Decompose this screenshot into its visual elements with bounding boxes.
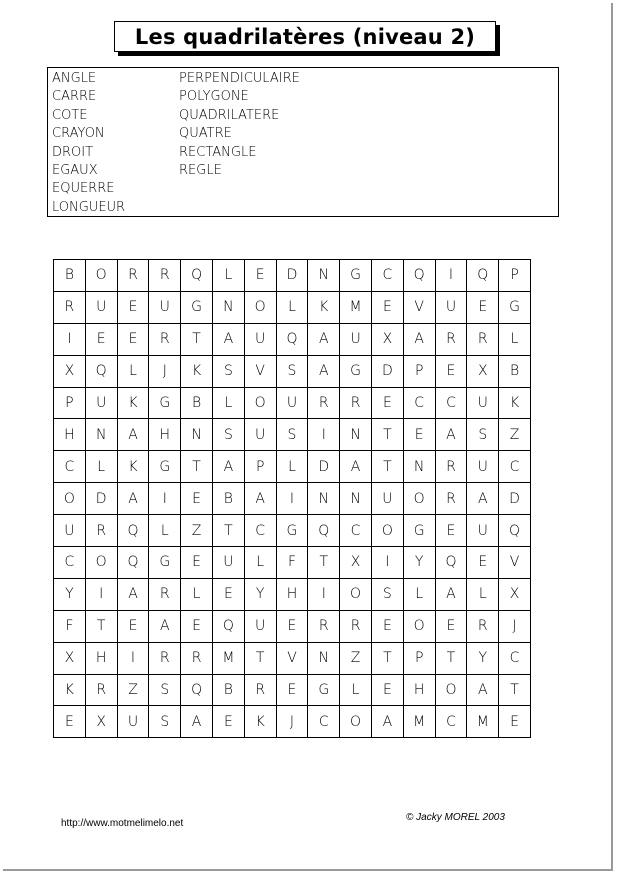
grid-cell[interactable]: Y bbox=[403, 547, 435, 579]
grid-cell[interactable]: H bbox=[85, 642, 117, 674]
grid-cell[interactable]: R bbox=[149, 323, 181, 355]
grid-cell[interactable]: L bbox=[149, 515, 181, 547]
grid-cell[interactable]: T bbox=[212, 515, 244, 547]
grid-cell[interactable]: C bbox=[54, 451, 86, 483]
grid-cell[interactable]: T bbox=[308, 547, 340, 579]
grid-cell[interactable]: A bbox=[212, 451, 244, 483]
word-list-item: POLYGONE bbox=[179, 89, 249, 105]
grid-cell[interactable]: P bbox=[244, 451, 276, 483]
grid-cell[interactable]: H bbox=[276, 578, 308, 610]
grid-cell[interactable]: K bbox=[244, 706, 276, 738]
grid-cell[interactable]: D bbox=[85, 483, 117, 515]
grid-cell[interactable]: G bbox=[149, 387, 181, 419]
grid-cell[interactable]: L bbox=[276, 451, 308, 483]
grid-cell[interactable]: B bbox=[499, 355, 531, 387]
grid-cell[interactable]: M bbox=[403, 706, 435, 738]
grid-cell[interactable]: N bbox=[340, 419, 372, 451]
grid-cell[interactable]: O bbox=[403, 610, 435, 642]
grid-cell[interactable]: E bbox=[117, 323, 149, 355]
grid-cell[interactable]: T bbox=[435, 642, 467, 674]
grid-cell[interactable]: A bbox=[467, 483, 499, 515]
grid-cell[interactable]: A bbox=[435, 578, 467, 610]
grid-cell[interactable]: A bbox=[149, 610, 181, 642]
grid-cell[interactable]: E bbox=[85, 323, 117, 355]
grid-cell[interactable]: N bbox=[181, 419, 213, 451]
grid-cell[interactable]: U bbox=[244, 419, 276, 451]
grid-cell[interactable]: C bbox=[403, 387, 435, 419]
grid-cell[interactable]: D bbox=[276, 260, 308, 292]
grid-cell[interactable]: T bbox=[244, 642, 276, 674]
grid-cell[interactable]: C bbox=[499, 451, 531, 483]
grid-cell[interactable]: L bbox=[212, 260, 244, 292]
grid-cell[interactable]: Q bbox=[181, 674, 213, 706]
grid-cell[interactable]: O bbox=[340, 706, 372, 738]
grid-cell[interactable]: Q bbox=[117, 547, 149, 579]
grid-cell[interactable]: U bbox=[85, 291, 117, 323]
grid-cell[interactable]: B bbox=[212, 674, 244, 706]
grid-row bbox=[54, 674, 531, 706]
grid-cell[interactable]: U bbox=[276, 387, 308, 419]
grid-cell[interactable]: I bbox=[308, 578, 340, 610]
grid-cell[interactable]: E bbox=[467, 547, 499, 579]
grid-cell[interactable]: C bbox=[308, 706, 340, 738]
grid-cell[interactable]: E bbox=[435, 610, 467, 642]
grid-cell[interactable]: G bbox=[308, 674, 340, 706]
grid-cell[interactable]: T bbox=[499, 674, 531, 706]
grid-cell[interactable]: O bbox=[371, 515, 403, 547]
grid-cell[interactable]: C bbox=[499, 642, 531, 674]
grid-cell[interactable]: C bbox=[54, 547, 86, 579]
grid-cell[interactable]: Q bbox=[308, 515, 340, 547]
grid-cell[interactable]: U bbox=[467, 387, 499, 419]
grid-cell[interactable]: Q bbox=[181, 260, 213, 292]
grid-cell[interactable]: S bbox=[149, 706, 181, 738]
grid-cell[interactable]: T bbox=[85, 610, 117, 642]
footer-copyright: © Jacky MOREL 2003 bbox=[406, 812, 505, 823]
grid-cell[interactable]: R bbox=[435, 451, 467, 483]
grid-cell[interactable]: S bbox=[467, 419, 499, 451]
grid-cell[interactable]: M bbox=[467, 706, 499, 738]
word-list-item: EGAUX bbox=[52, 163, 98, 179]
grid-cell[interactable]: T bbox=[371, 642, 403, 674]
grid-cell[interactable]: N bbox=[340, 483, 372, 515]
grid-cell[interactable]: S bbox=[276, 419, 308, 451]
grid-cell[interactable]: L bbox=[499, 323, 531, 355]
grid-cell[interactable]: O bbox=[244, 387, 276, 419]
grid-cell[interactable]: K bbox=[117, 451, 149, 483]
grid-cell[interactable]: R bbox=[467, 610, 499, 642]
grid-row bbox=[54, 419, 531, 451]
grid-cell[interactable]: Z bbox=[499, 419, 531, 451]
grid-cell[interactable]: R bbox=[435, 483, 467, 515]
grid-cell[interactable]: Q bbox=[212, 610, 244, 642]
grid-cell[interactable]: N bbox=[308, 642, 340, 674]
grid-cell[interactable]: Z bbox=[181, 515, 213, 547]
grid-cell[interactable]: P bbox=[403, 642, 435, 674]
grid-cell[interactable]: X bbox=[54, 355, 86, 387]
grid-cell[interactable]: U bbox=[244, 610, 276, 642]
word-list-item: REGLE bbox=[179, 163, 222, 179]
grid-cell[interactable]: I bbox=[371, 547, 403, 579]
grid-cell[interactable]: Q bbox=[467, 260, 499, 292]
grid-cell[interactable]: U bbox=[244, 323, 276, 355]
grid-cell[interactable]: D bbox=[308, 451, 340, 483]
grid-cell[interactable]: R bbox=[181, 642, 213, 674]
grid-cell[interactable]: U bbox=[435, 291, 467, 323]
grid-cell[interactable]: O bbox=[244, 291, 276, 323]
grid-cell[interactable]: K bbox=[54, 674, 86, 706]
grid-cell[interactable]: O bbox=[85, 547, 117, 579]
grid-cell[interactable]: H bbox=[54, 419, 86, 451]
grid-cell[interactable]: F bbox=[54, 610, 86, 642]
grid-cell[interactable]: V bbox=[499, 547, 531, 579]
grid-cell[interactable]: A bbox=[340, 451, 372, 483]
grid-cell[interactable]: X bbox=[54, 642, 86, 674]
grid-cell[interactable]: E bbox=[276, 674, 308, 706]
grid-cell[interactable]: U bbox=[340, 323, 372, 355]
grid-cell[interactable]: G bbox=[276, 515, 308, 547]
grid-cell[interactable]: Q bbox=[403, 260, 435, 292]
grid-cell[interactable]: L bbox=[85, 451, 117, 483]
grid-cell[interactable]: R bbox=[149, 578, 181, 610]
grid-cell[interactable]: L bbox=[340, 674, 372, 706]
grid-cell[interactable]: E bbox=[181, 547, 213, 579]
grid-cell[interactable]: E bbox=[117, 610, 149, 642]
grid-cell[interactable]: I bbox=[435, 260, 467, 292]
grid-cell[interactable]: L bbox=[403, 578, 435, 610]
grid-cell[interactable]: I bbox=[149, 483, 181, 515]
grid-cell[interactable]: E bbox=[276, 610, 308, 642]
grid-row bbox=[54, 291, 531, 323]
grid-cell[interactable]: E bbox=[435, 515, 467, 547]
grid-cell[interactable]: F bbox=[276, 547, 308, 579]
grid-cell[interactable]: A bbox=[244, 483, 276, 515]
grid-cell[interactable]: Q bbox=[117, 515, 149, 547]
word-list-item: QUADRILATERE bbox=[179, 107, 280, 123]
grid-cell[interactable]: O bbox=[340, 578, 372, 610]
grid-cell[interactable]: N bbox=[308, 483, 340, 515]
word-list bbox=[47, 67, 559, 217]
grid-cell[interactable]: G bbox=[149, 547, 181, 579]
grid-cell[interactable]: M bbox=[212, 642, 244, 674]
grid-cell[interactable]: N bbox=[212, 291, 244, 323]
grid-cell[interactable]: R bbox=[244, 674, 276, 706]
grid-cell[interactable]: A bbox=[308, 323, 340, 355]
grid-cell[interactable]: B bbox=[54, 260, 86, 292]
word-list-item: LONGUEUR bbox=[52, 199, 126, 215]
grid-row bbox=[54, 515, 531, 547]
grid-cell[interactable]: B bbox=[212, 483, 244, 515]
word-list-item: DROIT bbox=[52, 144, 94, 160]
grid-cell[interactable]: A bbox=[117, 483, 149, 515]
grid-cell[interactable]: J bbox=[276, 706, 308, 738]
grid-cell[interactable]: C bbox=[435, 706, 467, 738]
grid-cell[interactable]: R bbox=[340, 610, 372, 642]
grid-cell[interactable]: X bbox=[499, 578, 531, 610]
grid-cell[interactable]: L bbox=[117, 355, 149, 387]
grid-cell[interactable]: V bbox=[244, 355, 276, 387]
grid-cell[interactable]: C bbox=[371, 260, 403, 292]
grid-cell[interactable]: X bbox=[371, 323, 403, 355]
grid-cell[interactable]: V bbox=[276, 642, 308, 674]
grid-cell[interactable]: P bbox=[499, 260, 531, 292]
grid-cell[interactable]: R bbox=[117, 260, 149, 292]
grid-row bbox=[54, 642, 531, 674]
grid-cell[interactable]: A bbox=[117, 578, 149, 610]
grid-row bbox=[54, 355, 531, 387]
grid-row bbox=[54, 610, 531, 642]
grid-cell[interactable]: A bbox=[467, 674, 499, 706]
grid-cell[interactable]: Q bbox=[276, 323, 308, 355]
grid-cell[interactable]: L bbox=[181, 578, 213, 610]
grid-cell[interactable]: R bbox=[85, 674, 117, 706]
grid-cell[interactable]: K bbox=[181, 355, 213, 387]
word-list-column-2 bbox=[179, 70, 300, 180]
grid-cell[interactable]: A bbox=[403, 323, 435, 355]
word-list-item: RECTANGLE bbox=[179, 144, 257, 160]
word-list-item: PERPENDICULAIRE bbox=[179, 71, 300, 86]
grid-cell[interactable]: E bbox=[117, 291, 149, 323]
grid-cell[interactable]: O bbox=[403, 483, 435, 515]
grid-cell[interactable]: U bbox=[212, 547, 244, 579]
grid-cell[interactable]: X bbox=[340, 547, 372, 579]
grid-cell[interactable]: O bbox=[54, 483, 86, 515]
grid-cell[interactable]: U bbox=[149, 291, 181, 323]
grid-cell[interactable]: A bbox=[308, 355, 340, 387]
grid-cell[interactable]: G bbox=[149, 451, 181, 483]
grid-cell[interactable]: A bbox=[371, 706, 403, 738]
grid-cell[interactable]: S bbox=[149, 674, 181, 706]
word-list-item: ANGLE bbox=[52, 71, 97, 86]
grid-cell[interactable]: I bbox=[276, 483, 308, 515]
grid-cell[interactable]: B bbox=[181, 387, 213, 419]
grid-cell[interactable]: R bbox=[435, 323, 467, 355]
grid-cell[interactable]: M bbox=[340, 291, 372, 323]
grid-cell[interactable]: K bbox=[308, 291, 340, 323]
grid-cell[interactable]: Z bbox=[340, 642, 372, 674]
grid-cell[interactable]: U bbox=[54, 515, 86, 547]
page-title bbox=[114, 21, 496, 52]
grid-cell[interactable]: T bbox=[371, 419, 403, 451]
word-list-column-1 bbox=[52, 70, 125, 217]
grid-cell[interactable]: V bbox=[403, 291, 435, 323]
word-list-item: COTE bbox=[52, 107, 88, 123]
grid-cell[interactable]: C bbox=[340, 515, 372, 547]
grid-cell[interactable]: G bbox=[403, 515, 435, 547]
grid-cell[interactable]: S bbox=[276, 355, 308, 387]
grid-cell[interactable]: Q bbox=[85, 355, 117, 387]
grid-cell[interactable]: E bbox=[371, 387, 403, 419]
grid-cell[interactable]: J bbox=[149, 355, 181, 387]
grid-cell[interactable]: Y bbox=[244, 578, 276, 610]
grid-row bbox=[54, 451, 531, 483]
grid-cell[interactable]: L bbox=[467, 578, 499, 610]
grid-cell[interactable]: E bbox=[435, 355, 467, 387]
grid-cell[interactable]: E bbox=[244, 260, 276, 292]
grid-cell[interactable]: C bbox=[244, 515, 276, 547]
grid-cell[interactable]: Q bbox=[499, 515, 531, 547]
grid-cell[interactable]: U bbox=[467, 515, 499, 547]
grid-cell[interactable]: G bbox=[340, 260, 372, 292]
grid-cell[interactable]: R bbox=[54, 291, 86, 323]
grid-cell[interactable]: G bbox=[181, 291, 213, 323]
grid-cell[interactable]: R bbox=[467, 323, 499, 355]
grid-cell[interactable]: N bbox=[308, 260, 340, 292]
grid-cell[interactable]: T bbox=[181, 451, 213, 483]
grid-cell[interactable]: I bbox=[54, 323, 86, 355]
grid-cell[interactable]: D bbox=[371, 355, 403, 387]
grid-cell[interactable]: E bbox=[371, 674, 403, 706]
grid-cell[interactable]: E bbox=[181, 610, 213, 642]
grid-cell[interactable]: R bbox=[308, 387, 340, 419]
grid-cell[interactable]: A bbox=[212, 323, 244, 355]
grid-cell[interactable]: E bbox=[212, 578, 244, 610]
grid-cell[interactable]: N bbox=[403, 451, 435, 483]
grid-cell[interactable]: H bbox=[149, 419, 181, 451]
grid-cell[interactable]: J bbox=[499, 610, 531, 642]
grid-cell[interactable]: E bbox=[467, 291, 499, 323]
grid-row bbox=[54, 706, 531, 738]
grid-cell[interactable]: E bbox=[403, 419, 435, 451]
grid-cell[interactable]: U bbox=[467, 451, 499, 483]
grid-cell[interactable]: H bbox=[403, 674, 435, 706]
grid-cell[interactable]: E bbox=[181, 483, 213, 515]
grid-cell[interactable]: G bbox=[499, 291, 531, 323]
grid-cell[interactable]: S bbox=[212, 419, 244, 451]
grid-cell[interactable]: A bbox=[181, 706, 213, 738]
grid-cell[interactable]: Q bbox=[435, 547, 467, 579]
grid-cell[interactable]: L bbox=[276, 291, 308, 323]
grid-cell[interactable]: P bbox=[403, 355, 435, 387]
grid-cell[interactable]: U bbox=[371, 483, 403, 515]
grid-cell[interactable]: K bbox=[117, 387, 149, 419]
grid-cell[interactable]: E bbox=[499, 706, 531, 738]
grid-cell[interactable]: E bbox=[212, 706, 244, 738]
grid-cell[interactable]: G bbox=[340, 355, 372, 387]
grid-cell[interactable]: R bbox=[340, 387, 372, 419]
grid-cell[interactable]: X bbox=[467, 355, 499, 387]
grid-cell[interactable]: U bbox=[85, 387, 117, 419]
grid-cell[interactable]: Z bbox=[117, 674, 149, 706]
grid-cell[interactable]: C bbox=[435, 387, 467, 419]
grid-cell[interactable]: E bbox=[54, 706, 86, 738]
word-list-item: CARRE bbox=[52, 89, 97, 105]
grid-cell[interactable]: Y bbox=[54, 578, 86, 610]
grid-row bbox=[54, 483, 531, 515]
grid-cell[interactable]: O bbox=[85, 260, 117, 292]
grid-cell[interactable]: U bbox=[117, 706, 149, 738]
grid-cell[interactable]: Y bbox=[467, 642, 499, 674]
grid-cell[interactable]: R bbox=[149, 260, 181, 292]
grid-cell[interactable]: D bbox=[499, 483, 531, 515]
footer-url: http://www.motmelimelo.net bbox=[61, 818, 184, 829]
grid-cell[interactable]: I bbox=[85, 578, 117, 610]
grid-row bbox=[54, 547, 531, 579]
grid-cell[interactable]: P bbox=[54, 387, 86, 419]
grid-row bbox=[54, 323, 531, 355]
page-title-text: Les quadrilatères (niveau 2) bbox=[134, 24, 476, 49]
grid-row bbox=[54, 387, 531, 419]
grid-cell[interactable]: R bbox=[308, 610, 340, 642]
grid-cell[interactable]: A bbox=[435, 419, 467, 451]
word-search-grid bbox=[53, 259, 531, 738]
word-list-item: EQUERRE bbox=[52, 181, 115, 197]
grid-cell[interactable]: L bbox=[244, 547, 276, 579]
grid-cell[interactable]: X bbox=[85, 706, 117, 738]
grid-cell[interactable]: E bbox=[371, 291, 403, 323]
grid-cell[interactable]: I bbox=[117, 642, 149, 674]
grid-cell[interactable]: O bbox=[435, 674, 467, 706]
grid-cell[interactable]: R bbox=[85, 515, 117, 547]
grid-cell[interactable]: A bbox=[117, 419, 149, 451]
grid-cell[interactable]: L bbox=[212, 387, 244, 419]
grid-cell[interactable]: N bbox=[85, 419, 117, 451]
grid-cell[interactable]: I bbox=[308, 419, 340, 451]
grid-cell[interactable]: T bbox=[181, 323, 213, 355]
grid-cell[interactable]: R bbox=[149, 642, 181, 674]
grid-cell[interactable]: T bbox=[371, 451, 403, 483]
grid-cell[interactable]: K bbox=[499, 387, 531, 419]
grid-cell[interactable]: S bbox=[371, 578, 403, 610]
grid-row bbox=[54, 260, 531, 292]
word-list-item: QUATRE bbox=[179, 126, 232, 142]
grid-cell[interactable]: E bbox=[371, 610, 403, 642]
grid-cell[interactable]: S bbox=[212, 355, 244, 387]
word-list-item: CRAYON bbox=[52, 126, 105, 142]
grid-row bbox=[54, 578, 531, 610]
